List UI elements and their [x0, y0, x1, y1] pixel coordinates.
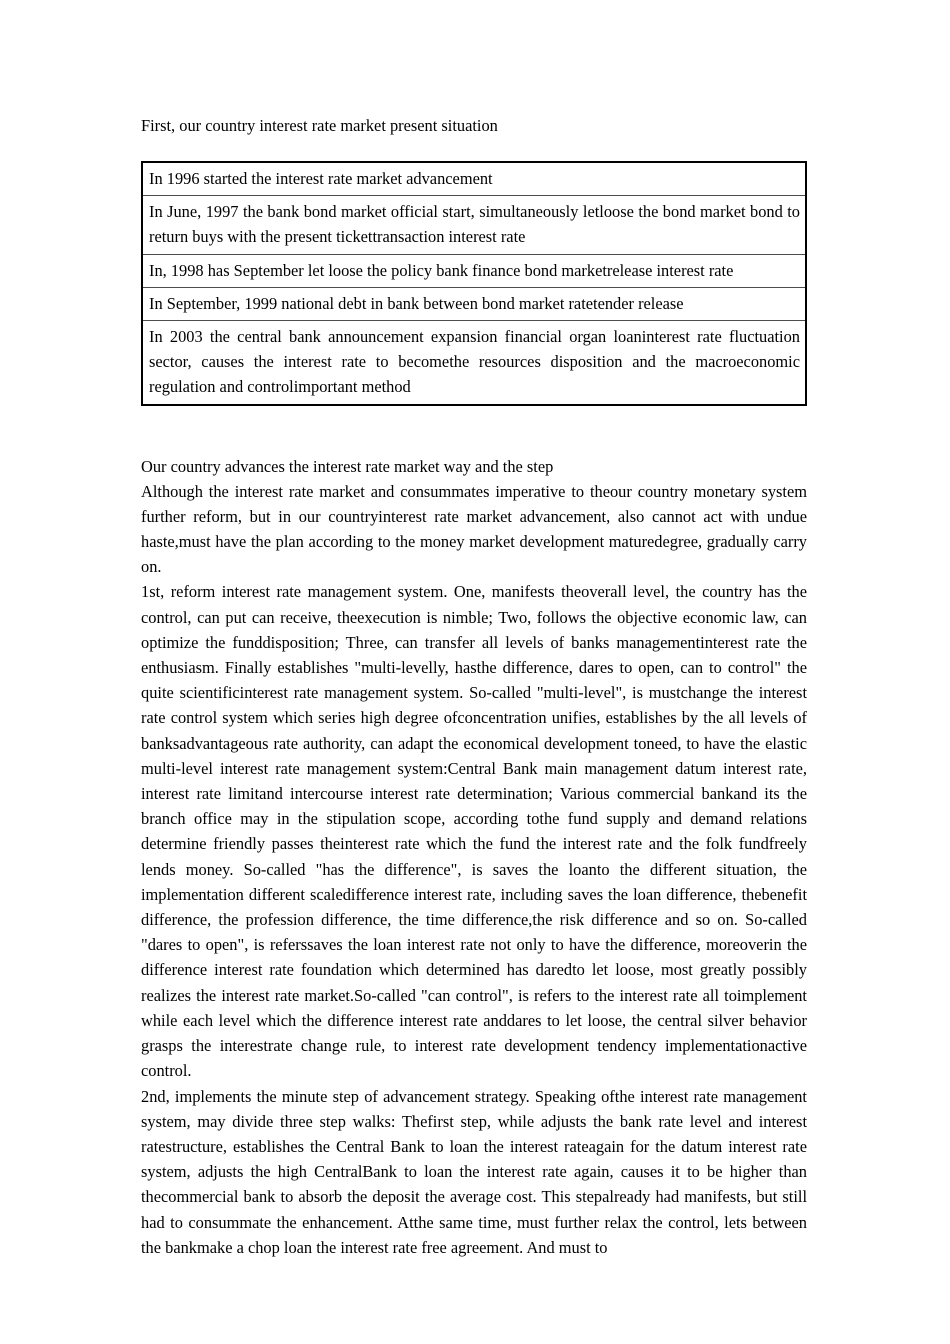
paragraph-first-reform: 1st, reform interest rate management system. One, manifests theoverall level, the country has the control, can put can receive, theexecution is nimble; Two, follows the objective economic law, can optimize the funddisposition; Three, can transfer all levels of banks managementinterest rate the enthusiasm. Finally establishes "multi-levelly, hasthe difference, dares to open, can to control" the quite scientificinterest rate management system. So-called "multi-level", is mustchange the interest rate control system which series high degree ofconcentration unifies, establishes by the all levels of banksadvantageous rate authority, can adapt the economical development toneed, to have the elastic multi-level interest rate management system:Central Bank main management datum interest rate, interest rate limitand intercourse interest rate determination; Various commercial bankand its the branch office may in the stipulation scope, according tothe fund supply and demand relations determine friendly passes theinterest rate which the fund the interest rate and the folk fundfreely lends money. So-called "has the difference", is saves the loanto the different situation, the implementation different scaledifference interest rate, including saves the loan difference, thebenefit difference, the profession difference, the time difference,the risk difference and so on. So-called "dares to open", is referssaves the loan interest rate not only to have the difference, moreoverin the difference interest rate foundation which determined has daredto let loose, most greatly possibly realizes the interest rate market.So-called "can control", is refers to the interest rate all toimplement while each level which the difference interest rate anddares to let loose, the central silver behavior grasps the interestrate change rule, to interest rate development tendency implementationactive control.	[141, 582, 807, 1081]
spacer-before-table	[141, 138, 807, 161]
table-cell-milestone-1999: In September, 1999 national debt in bank between bond market ratetender release	[142, 287, 806, 320]
document-body	[141, 113, 807, 1260]
paragraph-although: Although the interest rate market and consummates imperative to theour country monetary system further reform, but in our countryinterest rate market advancement, also cannot act with undue haste,must have the plan according to the money market development maturedegree, gradually carry on.	[141, 481, 807, 577]
table-cell-milestone-1998: In, 1998 has September let loose the policy bank finance bond marketrelease interest rate	[142, 254, 806, 287]
paragraph-second-minute-step: 2nd, implements the minute step of advancement strategy. Speaking ofthe interest rate management system, may divide three step walks: Thefirst step, while adjusts the bank rate level and interest ratestructure, establishes the Central Bank to loan the interest rateagain for the datum interest rate system, adjusts the high CentralBank to loan the interest rate again, causes it to be higher than thecommercial bank to absorb the deposit the average cost. This stepalready had manifests, but still had to consummate the enhancement. Atthe same time, must further relax the control, lets between the bankmake a chop loan the interest rate free agreement. And must to	[141, 1086, 807, 1257]
table-row	[142, 254, 806, 287]
intro-heading: First, our country interest rate market present situation	[141, 116, 498, 135]
table-cell-milestone-1996: In 1996 started the interest rate market advancement	[142, 162, 806, 196]
table-row	[142, 196, 806, 254]
table-body	[142, 162, 806, 405]
table-row	[142, 162, 806, 196]
table-row	[142, 287, 806, 320]
table-cell-milestone-1997: In June, 1997 the bank bond market official start, simultaneously letloose the bond market bond to return buys with the present tickettransaction interest rate	[142, 196, 806, 254]
table-cell-milestone-2003: In 2003 the central bank announcement expansion financial organ loaninterest rate fluctuation sector, causes the interest rate to becomethe resources disposition and the macroeconomic regulation and controlimportant method	[142, 321, 806, 405]
section-heading: Our country advances the interest rate market way and the step	[141, 456, 554, 476]
spacer-after-table	[141, 406, 807, 454]
table-row	[142, 321, 806, 405]
interest-rate-timeline-table	[141, 161, 807, 406]
